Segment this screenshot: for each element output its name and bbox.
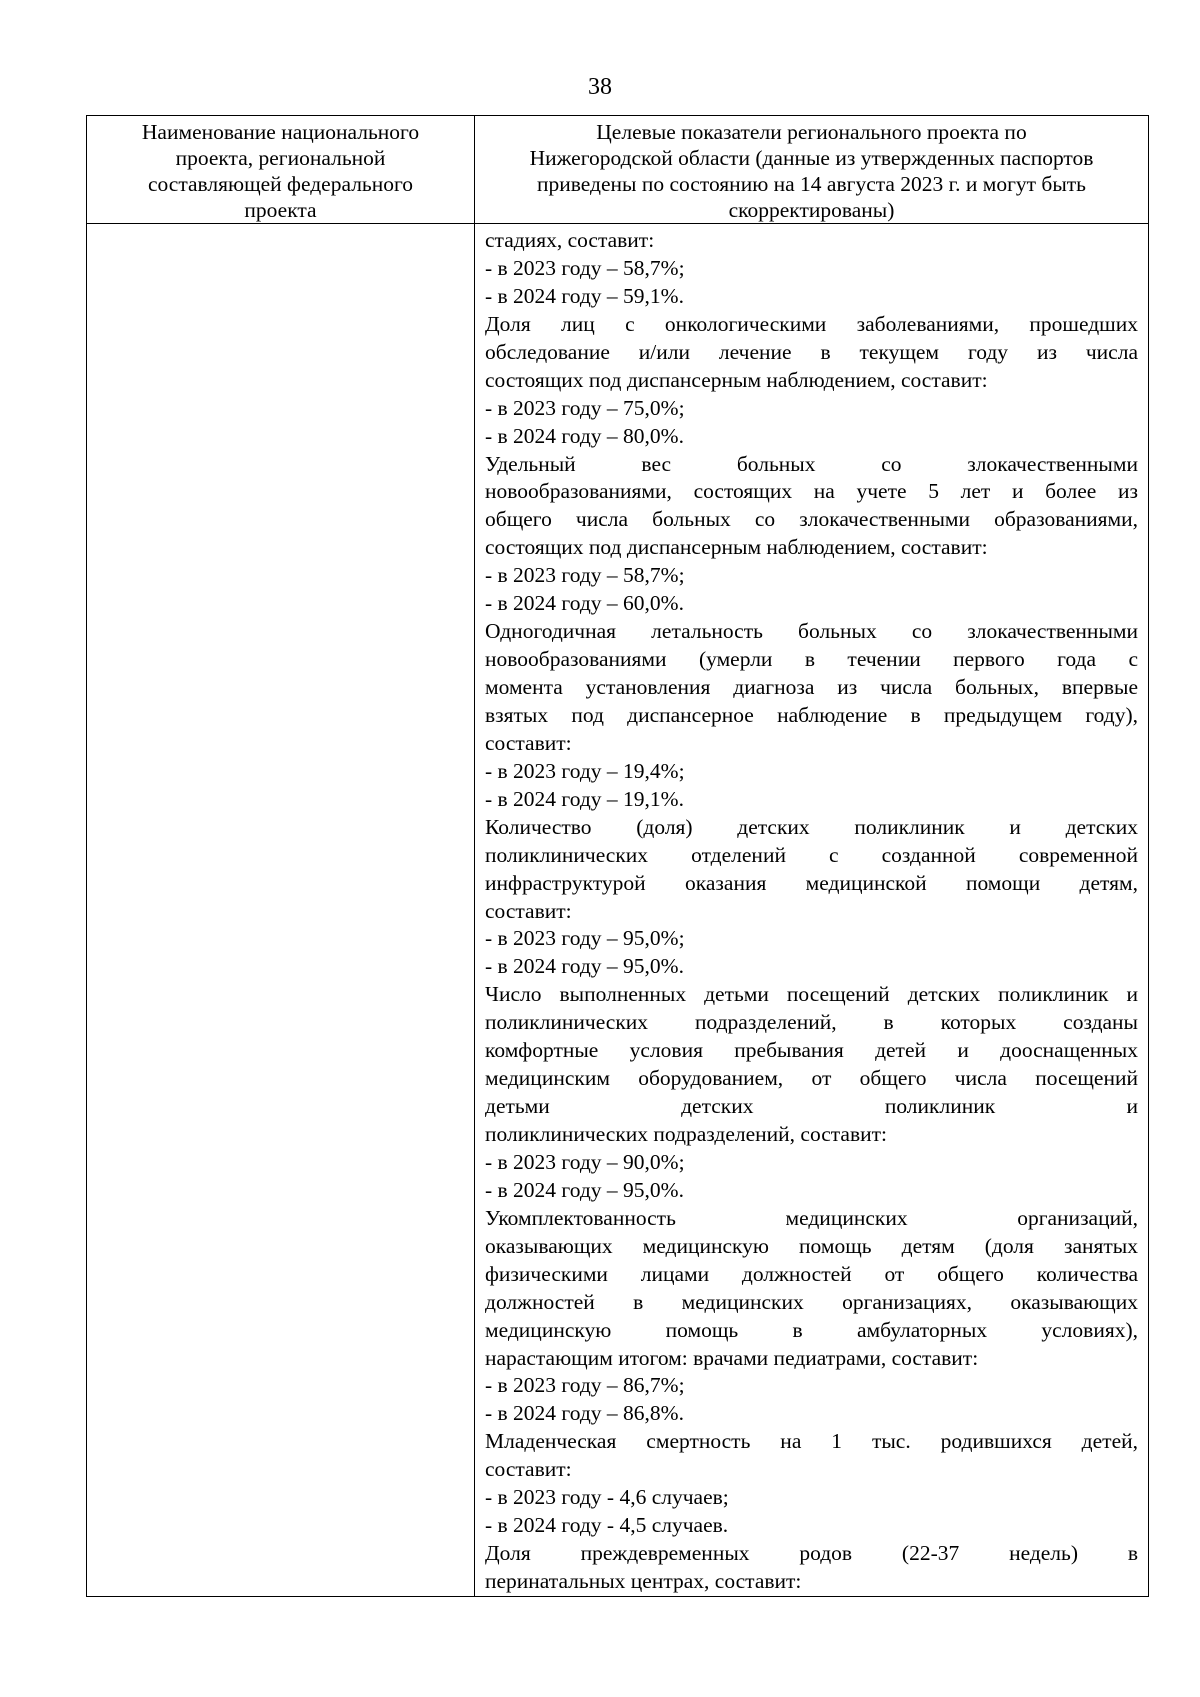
indicator-text-line: состоящих под диспансерным наблюдением, составит: [485,367,988,392]
table-header-row [87,116,1149,224]
indicator-text-line: - в 2023 году – 90,0%; [485,1149,685,1174]
header-line: проекта, региональной [175,146,386,170]
indicator-text-line: - в 2023 году – 75,0%; [485,395,685,420]
indicator-text-line: - в 2023 году - 4,6 случаев; [485,1485,729,1510]
header-line: Целевые показатели регионального проекта по [596,120,1027,144]
indicator-text-line: - в 2024 году – 95,0%. [485,954,684,979]
indicator-text-line: детьми детских поликлиник и [485,1094,1138,1119]
header-line: Наименование национального [141,120,420,144]
indicator-text-line: Число выполненных детьми посещений детских поликлиник и [485,982,1138,1007]
indicator-text-line: поликлинических отделений с созданной современной [485,842,1138,867]
header-line: приведены по состоянию на 14 августа 2023 г. и могут быть [536,172,1086,196]
indicator-text-line: поликлинических подразделений, составит: [485,1122,888,1146]
header-line: составляющей федерального [147,172,414,196]
indicator-text-line: обследование и/или лечение в текущем году из числа [485,339,1138,364]
header-line: скорректированы) [728,198,895,222]
header-project-name [87,116,475,224]
indicator-text-line: стадиях, составит: [485,228,655,252]
indicator-text-line: медицинским оборудованием, от общего числа посещений [485,1066,1138,1091]
indicator-text-line: общего числа больных со злокачественными образованиями, [485,507,1138,532]
indicator-text-line: - в 2024 году – 95,0%. [485,1177,684,1202]
indicator-text-line: - в 2024 году – 19,1%. [485,786,684,811]
page-number: 38 [588,74,612,100]
indicator-text-line: - в 2023 году – 58,7%; [485,255,685,280]
indicator-text-line: новообразованиями, состоящих на учете 5 лет и более из [485,479,1138,504]
indicator-text-line: - в 2024 году – 80,0%. [485,423,684,448]
header-target-indicators [475,116,1149,224]
indicator-text-line: поликлинических подразделений, в которых созданы [485,1010,1138,1035]
indicator-text-line: Одногодичная летальность больных со злокачественными [485,619,1138,644]
indicator-text-line: нарастающим итогом: врачами педиатрами, составит: [485,1345,979,1370]
indicator-text-line: оказывающих медицинскую помощь детям (доля занятых [485,1233,1138,1258]
indicator-text-line: взятых под диспансерное наблюдение в предыдущем году), [485,702,1138,727]
indicator-text-line: - в 2023 году – 58,7%; [485,563,685,588]
indicator-text-line: должностей в медицинских организациях, оказывающих [485,1289,1138,1314]
indicator-text-line: Доля лиц с онкологическими заболеваниями, прошедших [485,311,1138,336]
indicator-text-line: комфортные условия пребывания детей и дооснащенных [485,1038,1138,1063]
indicator-text-line: Укомплектованность медицинских организаций, [485,1205,1138,1230]
project-name-cell [87,224,475,1597]
indicator-text-line: физическими лицами должностей от общего количества [485,1261,1138,1286]
indicator-text-line: состоящих под диспансерным наблюдением, составит: [485,535,988,560]
indicator-text-line: Удельный вес больных со злокачественными [485,451,1138,476]
indicator-text-line: - в 2024 году - 4,5 случаев. [485,1513,729,1538]
header-line: проекта [244,198,317,222]
header-line: Нижегородской области (данные из утвержденных паспортов [529,146,1094,170]
indicator-text-line: - в 2023 году – 95,0%; [485,926,685,951]
indicator-text-line: Количество (доля) детских поликлиник и детских [485,814,1138,839]
indicator-text-line: медицинскую помощь в амбулаторных условиях), [485,1317,1138,1342]
indicator-text-line: Доля преждевременных родов (22-37 недель) в [485,1541,1138,1566]
indicator-text-line: инфраструктурой оказания медицинской помощи детям, [485,870,1138,895]
indicator-text-line: момента установления диагноза из числа больных, впервые [485,675,1138,699]
indicator-text-line: составит: [485,1457,572,1482]
indicator-text-line: составит: [485,730,572,755]
indicator-text-line: - в 2024 году – 86,8%. [485,1401,684,1426]
indicators-cell [475,224,1149,1597]
indicator-text-line: - в 2023 году – 86,7%; [485,1373,685,1398]
table-body-row [87,224,1149,1597]
indicator-text-line: - в 2023 году – 19,4%; [485,758,685,783]
indicators-table [86,115,1149,1597]
indicator-text-line: перинатальных центрах, составит: [485,1569,802,1593]
indicator-text-line: - в 2024 году – 59,1%. [485,283,684,308]
indicator-text-line: - в 2024 году – 60,0%. [485,591,684,616]
indicator-text-line: составит: [485,898,572,923]
indicator-text-line: Младенческая смертность на 1 тыс. родившихся детей, [485,1429,1138,1454]
indicator-text-line: новообразованиями (умерли в течении первого года с [485,647,1138,672]
